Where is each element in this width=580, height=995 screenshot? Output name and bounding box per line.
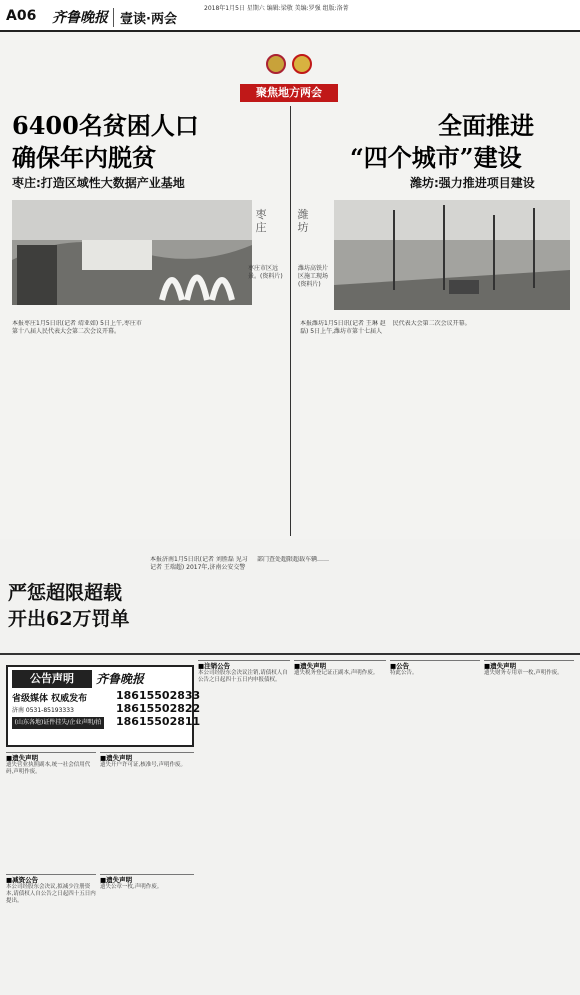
left-body: 本报枣庄1月5日讯(记者 靖亚如) 5日上午,枣庄市第十八届人民代表大会第二次会议开幕。: [12, 320, 142, 335]
right-body: 本报潍坊1月5日讯(记者 王琳 赵磊) 5日上午,潍坊市第十七届人民代表大会第二次会议开幕。: [300, 320, 471, 335]
ad-header-box: [6, 665, 201, 747]
feature-badge: [240, 50, 338, 108]
left-headline-2: 确保年内脱贫: [12, 143, 156, 172]
right-headline-1: 全面推进: [438, 111, 534, 140]
right-vertical-tag: 潍坊: [297, 208, 309, 234]
right-headline-2: “四个城市”建设: [350, 143, 522, 172]
notice-item: ■遗失声明 遗失营业执照副本,统一社会信用代码,声明作废。: [6, 752, 96, 870]
ad-phones: [116, 689, 200, 728]
column-divider: [290, 106, 291, 536]
left-photo-caption: 枣庄市区远景。(资料片): [248, 265, 283, 280]
section-rule: [0, 653, 580, 655]
mid-body: 本报济南1月5日讯(记者 刘胜磊 见习记者 王瑞超) 2017年,济南公安交警部门查处超限超载车辆……: [150, 556, 330, 571]
notice-item: ■注销公告 本公司经股东会决议注销,请债权人自公告之日起四十五日内申报债权。: [198, 660, 290, 992]
ad-logo: 齐鲁晚报: [96, 672, 145, 686]
left-photo: [12, 200, 252, 305]
mid-headline: [8, 580, 129, 632]
notice-item: ■减资公告 本公司经股东会决议,拟减少注册资本,请债权人自公告之日起四十五日内提出。: [6, 874, 96, 992]
ad-phone: 18615502822: [116, 702, 201, 715]
ad-services: (山东各地)证件挂失/企业声明/拍卖/法律程序等: [12, 717, 104, 729]
notice-item: ■公告 特此公告。: [390, 660, 480, 992]
ad-slogan: 省级媒体 权威发布: [12, 694, 88, 704]
right-subhead: 潍坊:强力推进项目建设: [410, 176, 535, 190]
mid-headline-2: 开出62万罚单: [8, 608, 130, 630]
feature-badge-label: 聚焦地方两会: [240, 84, 338, 102]
emblem-icon: [266, 54, 286, 74]
editor-meta: 2018年1月5日 星期六 编辑:梁敬 美编:罗强 组版:洛菁: [204, 5, 349, 12]
masthead: [0, 0, 580, 32]
notice-item: ■遗失声明 遗失公章一枚,声明作废。: [100, 874, 194, 992]
right-photo: [334, 200, 570, 310]
section-title: 壹读·两会: [113, 8, 177, 27]
ad-phone: 18615502833: [116, 689, 201, 702]
left-subhead: 枣庄:打造区域性大数据产业基地: [12, 176, 185, 190]
page-number: A06: [6, 8, 37, 24]
notice-item: ■遗失声明 遗失税务登记证正副本,声明作废。: [294, 660, 386, 992]
right-photo-caption: 潍坊高铁片区施工现场(资料片): [298, 265, 329, 288]
left-vertical-tag: 枣庄: [255, 208, 267, 234]
emblem-icon: [292, 54, 312, 74]
notice-item: ■遗失声明 遗失开户许可证,核准号,声明作废。: [100, 752, 194, 870]
ad-phone: 18615502811: [116, 715, 201, 728]
left-headline-1: 6400名贫困人口: [12, 111, 199, 140]
newspaper-logo: 齐鲁晚报: [52, 10, 108, 26]
notice-item: ■遗失声明 遗失财务专用章一枚,声明作废。: [484, 660, 574, 992]
mid-headline-1: 严惩超限超载: [8, 582, 123, 604]
ad-contact: 济南 0531-85193333: [12, 707, 74, 714]
ad-title: 公告声明: [12, 670, 92, 688]
